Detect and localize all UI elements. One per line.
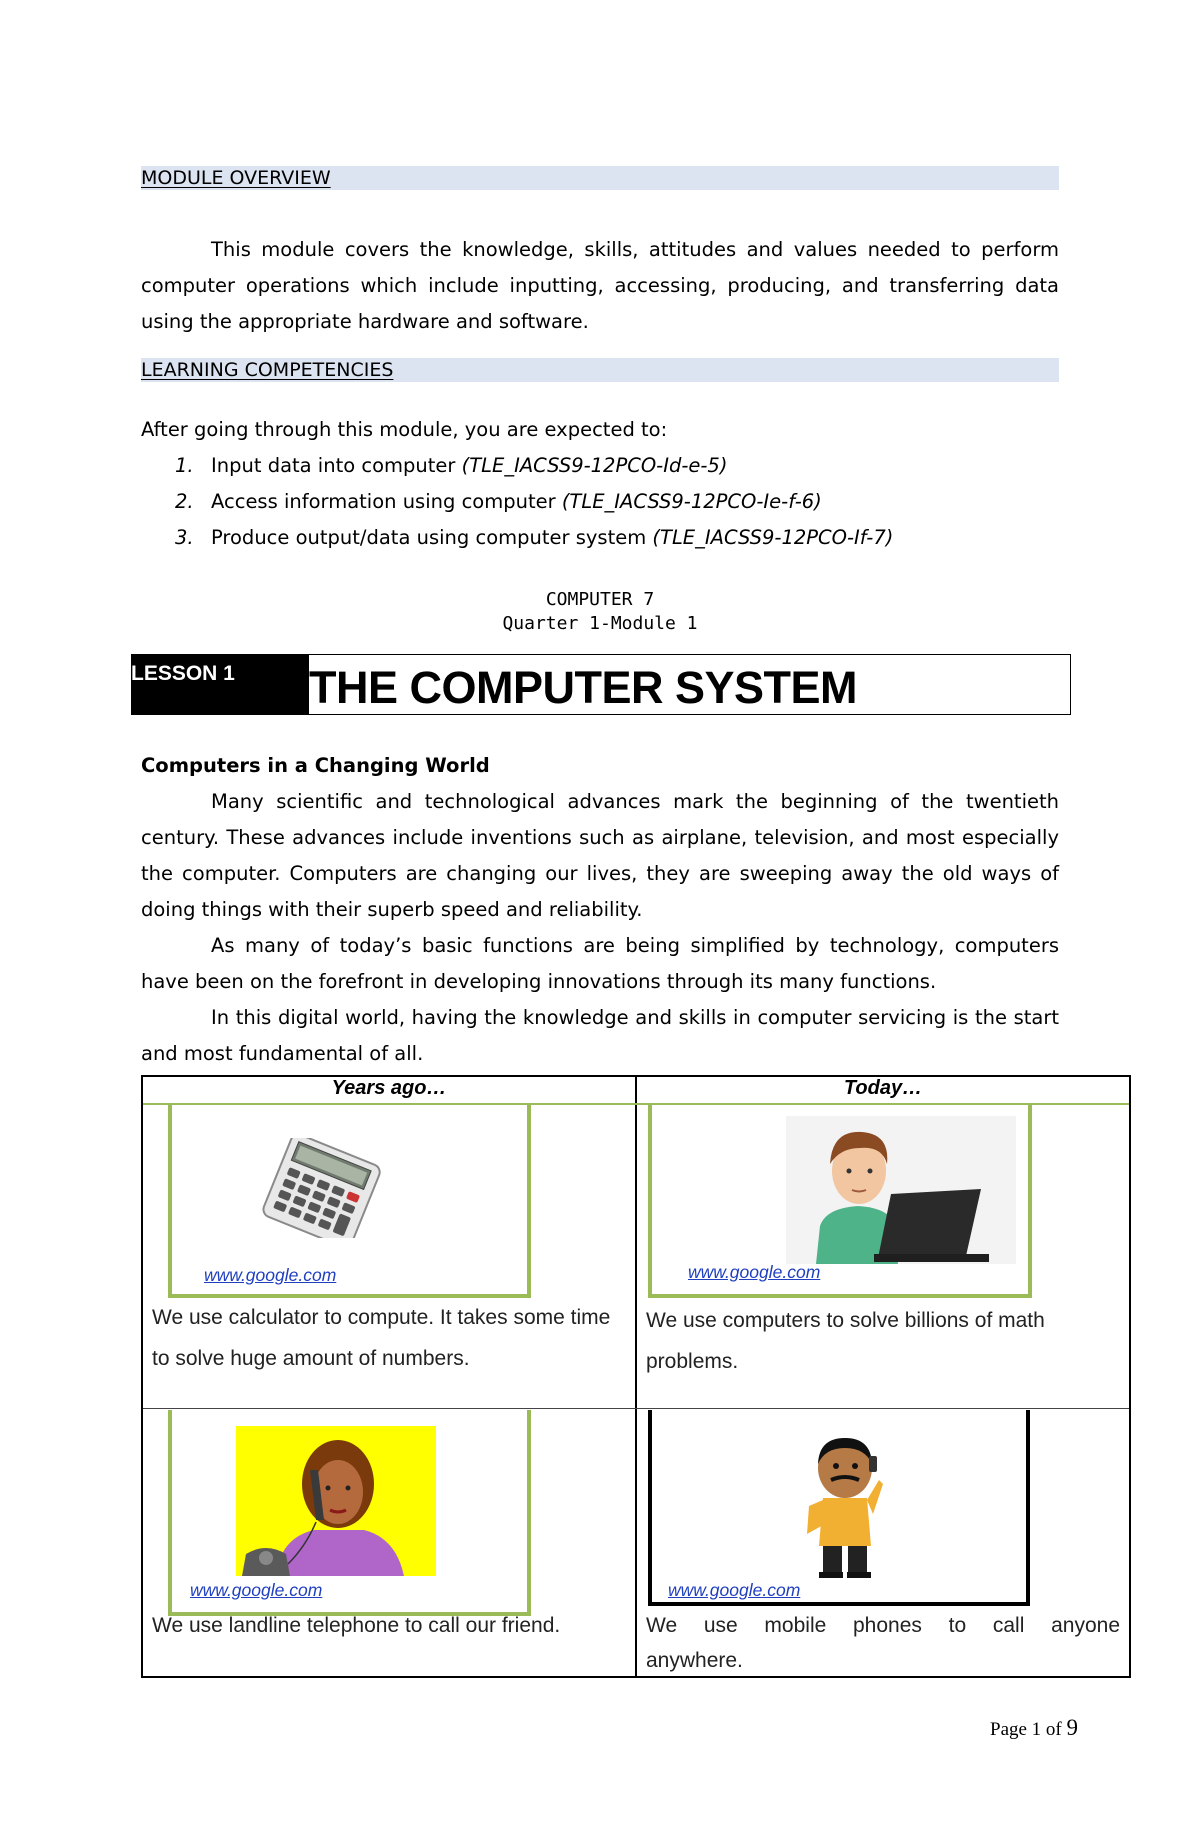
footer-prefix: Page 1 of <box>990 1719 1067 1740</box>
lesson-title: THE COMPUTER SYSTEM <box>309 662 858 713</box>
mobile-caller-icon <box>785 1434 905 1580</box>
learning-competencies-heading: LEARNING COMPETENCIES <box>141 358 1059 382</box>
competency-item <box>141 484 1059 520</box>
cell-text: We use landline telephone to call our friend. <box>152 1614 561 1637</box>
module-overview-heading: MODULE OVERVIEW <box>141 166 1059 190</box>
cell-text: We use computers to solve billions of math problems. <box>646 1309 1045 1373</box>
header-years-ago: Years ago… <box>331 1077 447 1099</box>
competency-item <box>141 448 1059 484</box>
competency-text: Produce output/data using computer system <box>211 526 653 549</box>
competency-number: 2. <box>175 490 194 513</box>
module-overview-text: This module covers the knowledge, skills, attitudes and values needed to perform computer operations which include inputting, accessing, producing, and transferring data using the appropriate hardware and software. <box>141 238 1059 333</box>
source-link[interactable]: www.google.com <box>204 1265 337 1285</box>
source-link[interactable]: www.google.com <box>668 1580 801 1600</box>
section-paragraph: As many of today’s basic functions are being simplified by technology, computers have been on the forefront in developing innovations through its many functions. <box>141 934 1059 993</box>
competency-item <box>141 520 1059 556</box>
cell-text-line-1: We use mobile phones to call anyone <box>646 1614 1120 1637</box>
section-paragraph: In this digital world, having the knowledge and skills in computer servicing is the start and most fundamental of all. <box>141 1006 1059 1065</box>
computer-user-icon <box>786 1116 1016 1264</box>
section-heading: Computers in a Changing World <box>141 754 490 777</box>
source-link[interactable]: www.google.com <box>688 1262 821 1282</box>
competency-code: (TLE_IACSS9-12PCO-Id-e-5) <box>461 454 728 477</box>
competency-text: Input data into computer <box>211 454 462 477</box>
module-quarter: Quarter 1-Module 1 <box>502 613 698 634</box>
header-today: Today… <box>843 1077 923 1099</box>
cell-text-line-2: anywhere. <box>646 1649 743 1672</box>
competency-list <box>141 448 1059 556</box>
module-subject: COMPUTER 7 <box>545 589 655 610</box>
row-divider <box>143 1408 1129 1409</box>
calculator-icon <box>250 1138 390 1238</box>
landline-caller-icon <box>236 1426 436 1576</box>
competency-code: (TLE_IACSS9-12PCO-Ie-f-6) <box>561 490 822 513</box>
competency-code: (TLE_IACSS9-12PCO-If-7) <box>652 526 894 549</box>
source-link[interactable]: www.google.com <box>190 1580 323 1600</box>
page-footer <box>990 1715 1078 1741</box>
cell-text: We use calculator to compute. It takes some time to solve huge amount of numbers. <box>152 1306 611 1370</box>
competency-number: 3. <box>175 526 194 549</box>
competency-number: 1. <box>175 454 194 477</box>
competency-text: Access information using computer <box>211 490 562 513</box>
footer-total: 9 <box>1066 1715 1079 1740</box>
table-column-divider <box>635 1075 637 1678</box>
section-paragraph: Many scientific and technological advances mark the beginning of the twentieth century. These advances include inventions such as airplane, television, and most especially the computer. Computers are changing our lives, they are sweeping away the old ways of doing things with their superb speed and reliability. <box>141 790 1059 921</box>
lesson-tag: LESSON 1 <box>131 654 309 715</box>
competencies-intro: After going through this module, you are expected to: <box>141 418 668 441</box>
